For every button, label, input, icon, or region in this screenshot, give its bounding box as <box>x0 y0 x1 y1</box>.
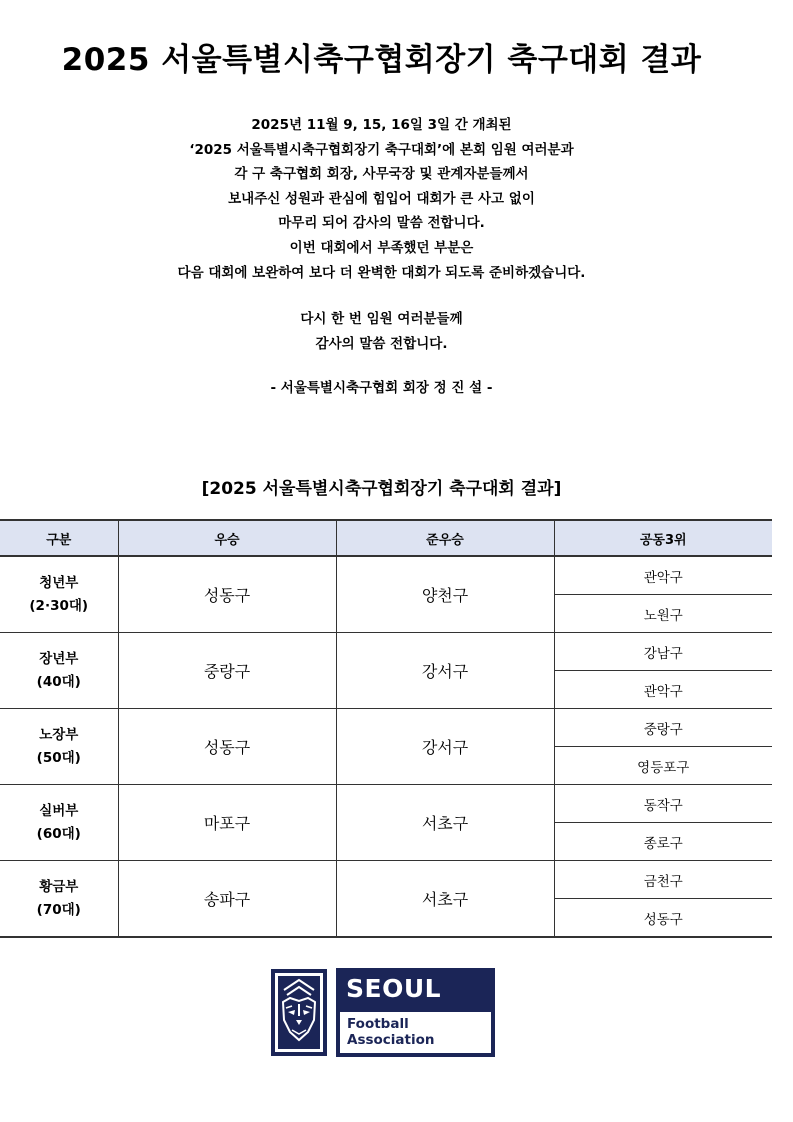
division-cell <box>0 785 118 861</box>
division-name: 노장부 <box>39 726 79 743</box>
message-line: 보내주신 성원과 관심에 힘입어 대회가 큰 사고 없이 <box>228 190 535 207</box>
winner-cell: 성동구 <box>118 709 336 785</box>
third-place-cell: 영등포구 <box>554 747 772 785</box>
table-row <box>0 556 772 595</box>
results-title: [2025 서울특별시축구협회장기 축구대회 결과] <box>201 479 562 499</box>
third-place-cell: 성동구 <box>554 899 772 938</box>
tiger-crest-icon <box>270 968 328 1057</box>
third-place-cell: 노원구 <box>554 595 772 633</box>
third-place-cell: 종로구 <box>554 823 772 861</box>
logo-line-association: Association <box>347 1032 435 1048</box>
division-cell <box>0 633 118 709</box>
message-line: 각 구 축구협회 회장, 사무국장 및 관계자분들께서 <box>234 166 529 183</box>
third-place-cell: 금천구 <box>554 861 772 899</box>
signature: - 서울특별시축구협회 회장 정 진 설 - <box>270 380 493 397</box>
third-place-cell: 강남구 <box>554 633 772 671</box>
division-cell <box>0 556 118 633</box>
runner-up-cell: 강서구 <box>336 633 554 709</box>
division-age: (60대) <box>36 825 81 842</box>
third-place-cell: 중랑구 <box>554 709 772 747</box>
division-age: (70대) <box>36 901 81 918</box>
logo-line-football: Football <box>347 1016 409 1032</box>
division-age: (50대) <box>36 749 81 766</box>
division-cell <box>0 861 118 938</box>
winner-cell: 중랑구 <box>118 633 336 709</box>
winner-cell: 마포구 <box>118 785 336 861</box>
table-row <box>0 709 772 747</box>
logo-wordmark-box <box>336 968 495 1057</box>
header-division: 구분 <box>0 520 118 556</box>
results-table <box>0 519 772 938</box>
table-header-row <box>0 520 772 556</box>
message-line: 다시 한 번 임원 여러분들께 <box>300 311 463 328</box>
division-name: 청년부 <box>39 574 79 591</box>
third-place-cell: 관악구 <box>554 556 772 595</box>
seoul-fa-logo <box>270 968 495 1057</box>
runner-up-cell: 서초구 <box>336 785 554 861</box>
message-line: 감사의 말씀 전합니다. <box>315 335 448 352</box>
third-place-cell: 관악구 <box>554 671 772 709</box>
division-age: (2·30대) <box>29 597 89 614</box>
header-winner: 우승 <box>118 520 336 556</box>
table-row <box>0 633 772 671</box>
runner-up-cell: 강서구 <box>336 709 554 785</box>
table-row <box>0 861 772 899</box>
third-place-cell: 동작구 <box>554 785 772 823</box>
division-cell <box>0 709 118 785</box>
division-age: (40대) <box>36 673 81 690</box>
winner-cell: 송파구 <box>118 861 336 938</box>
winner-cell: 성동구 <box>118 556 336 633</box>
table-row <box>0 785 772 823</box>
message-line: 2025년 11월 9, 15, 16일 3일 간 개최된 <box>251 117 512 133</box>
division-name: 황금부 <box>39 878 79 895</box>
logo-wordmark: SEOUL <box>346 974 442 1003</box>
thank-you-message <box>0 113 763 401</box>
division-name: 실버부 <box>39 802 79 819</box>
header-runner-up: 준우승 <box>336 520 554 556</box>
logo-subtitle-box <box>340 1012 491 1053</box>
page-title: 2025 서울특별시축구협회장기 축구대회 결과 <box>61 42 702 78</box>
runner-up-cell: 서초구 <box>336 861 554 938</box>
runner-up-cell: 양천구 <box>336 556 554 633</box>
message-line: 다음 대회에 보완하여 보다 더 완벽한 대회가 되도록 준비하겠습니다. <box>177 264 586 281</box>
message-line: 이번 대회에서 부족했던 부분은 <box>289 239 474 256</box>
message-line: ‘2025 서울특별시축구협회장기 축구대회’에 본회 임원 여러분과 <box>189 141 574 158</box>
header-third-place: 공동3위 <box>554 520 772 556</box>
division-name: 장년부 <box>39 650 79 667</box>
message-line: 마무리 되어 감사의 말씀 전합니다. <box>278 215 485 232</box>
